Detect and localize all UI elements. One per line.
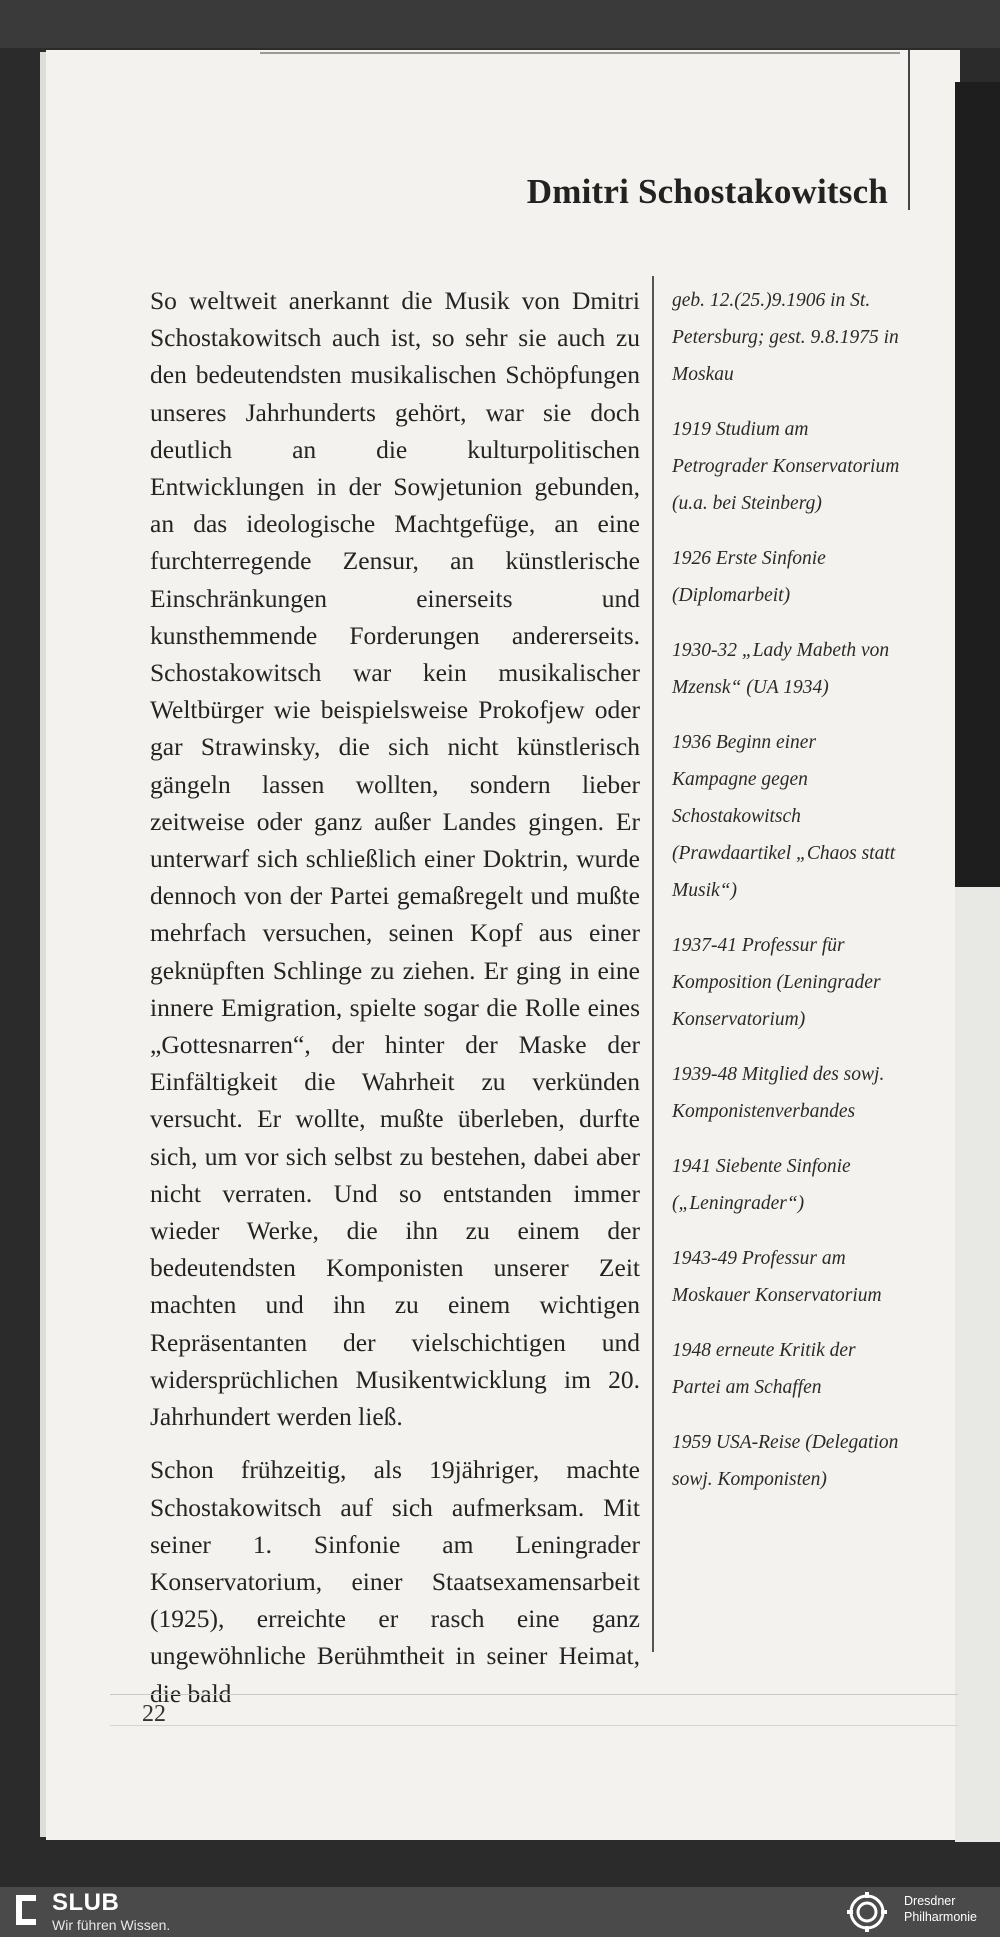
scan-background-top <box>0 0 1000 48</box>
timeline-entry: 1930-32 „Lady Mabeth von Mzensk“ (UA 1934) <box>672 640 890 698</box>
timeline-entry: 1941 Siebente Sinfonie („Leningrader“) <box>672 1156 851 1214</box>
timeline-entry: 1939-48 Mitglied des sowj. Komponistenverbandes <box>672 1064 885 1122</box>
timeline-entry: 1948 erneute Kritik der Partei am Schaffen <box>672 1340 856 1398</box>
timeline-entry: 1936 Beginn einer Kampagne gegen Schostakowitsch (Prawdaartikel „Chaos statt Musik“) <box>672 732 896 901</box>
article-paragraph-1: So weltweit anerkannt die Musik von Dmitri Schostakowitsch auch ist, so sehr sie auch zu den bedeutendsten musikalischen Schöpfungen unseres Jahrhunderts gehört, war sie doch deutlich an die kulturpolitischen Entwicklungen in der Sowjetunion gebunden, an das ideologische Machtgefüge, an eine furchterregende Zensur, an künstlerische Einschränkungen einerseits und kunsthemmende Forderungen andererseits. Schostakowitsch war kein musikalischer Weltbürger wie beispielsweise Prokofjew oder gar Strawinsky, die sich nicht künstlerisch gängeln lassen wollten, sondern lieber zeitweise oder ganz außer Landes gingen. Er unterwarf sich schließlich einer Doktrin, wurde dennoch von der Partei gemaßregelt und mußte mehrfach versuchen, seinen Kopf aus einer geknüpften Schlinge zu ziehen. Er ging in eine innere Emigration, spielte sogar die Rolle eines „Gottesnarren“, der hinter der Maske der Einfältigkeit die Wahrheit zu verkünden versucht. Er wollte, mußte überleben, durfte sich, um vor sich selbst zu bestehen, dabei aber nicht verraten. Und so entstanden immer wieder Werke, die ihn zu einem der bedeutendsten Komponisten unserer Zeit machten und ihn zu einem wichtigen Repräsentanten der vielschichtigen und widersprüchlichen Musikentwicklung im 20. Jahrhundert werden ließ. <box>150 286 640 1432</box>
timeline-entry: geb. 12.(25.)9.1906 in St. Petersburg; gest. 9.8.1975 in Moskau <box>672 290 899 385</box>
timeline-entry: 1959 USA-Reise (Delegation sowj. Komponisten) <box>672 1432 899 1490</box>
timeline-entry: 1919 Studium am Petrograder Konservatorium (u.a. bei Steinberg) <box>672 419 900 514</box>
biography-timeline <box>672 282 902 1516</box>
philharmonie-logo-icon <box>841 1890 893 1934</box>
timeline-entry: 1926 Erste Sinfonie (Diplomarbeit) <box>672 548 826 606</box>
article-body <box>150 282 640 1728</box>
library-tagline: Wir führen Wissen. <box>52 1917 171 1933</box>
article-paragraph-2: Schon frühzeitig, als 19jähriger, machte Schostakowitsch auf sich aufmerksam. Mit seiner 1. Sinfonie am Leningrader Konservatorium, einer Staatsexamensarbeit (1925), erreichte er rasch eine ganz ungewöhnliche Berühmtheit in seiner Heimat, die bald <box>150 1455 640 1708</box>
top-rule <box>260 52 900 54</box>
partner-name-line1: Dresdner <box>904 1894 956 1908</box>
article-title: Dmitri Schostakowitsch <box>526 172 888 211</box>
adjacent-page-margin <box>955 887 1000 1842</box>
timeline-entry: 1943-49 Professur am Moskauer Konservatorium <box>672 1248 882 1306</box>
library-name: SLUB <box>52 1889 120 1916</box>
adjacent-page-photo <box>955 82 1000 887</box>
page-number: 22 <box>142 1701 166 1727</box>
bottom-rules <box>110 1694 958 1726</box>
timeline-entry: 1937-41 Professur für Komposition (Leningrader Konservatorium) <box>672 935 881 1030</box>
partner-name-line2: Philharmonie <box>904 1910 977 1924</box>
column-divider <box>652 276 654 1652</box>
title-vertical-rule <box>908 50 910 210</box>
slub-logo-icon <box>14 1893 38 1927</box>
